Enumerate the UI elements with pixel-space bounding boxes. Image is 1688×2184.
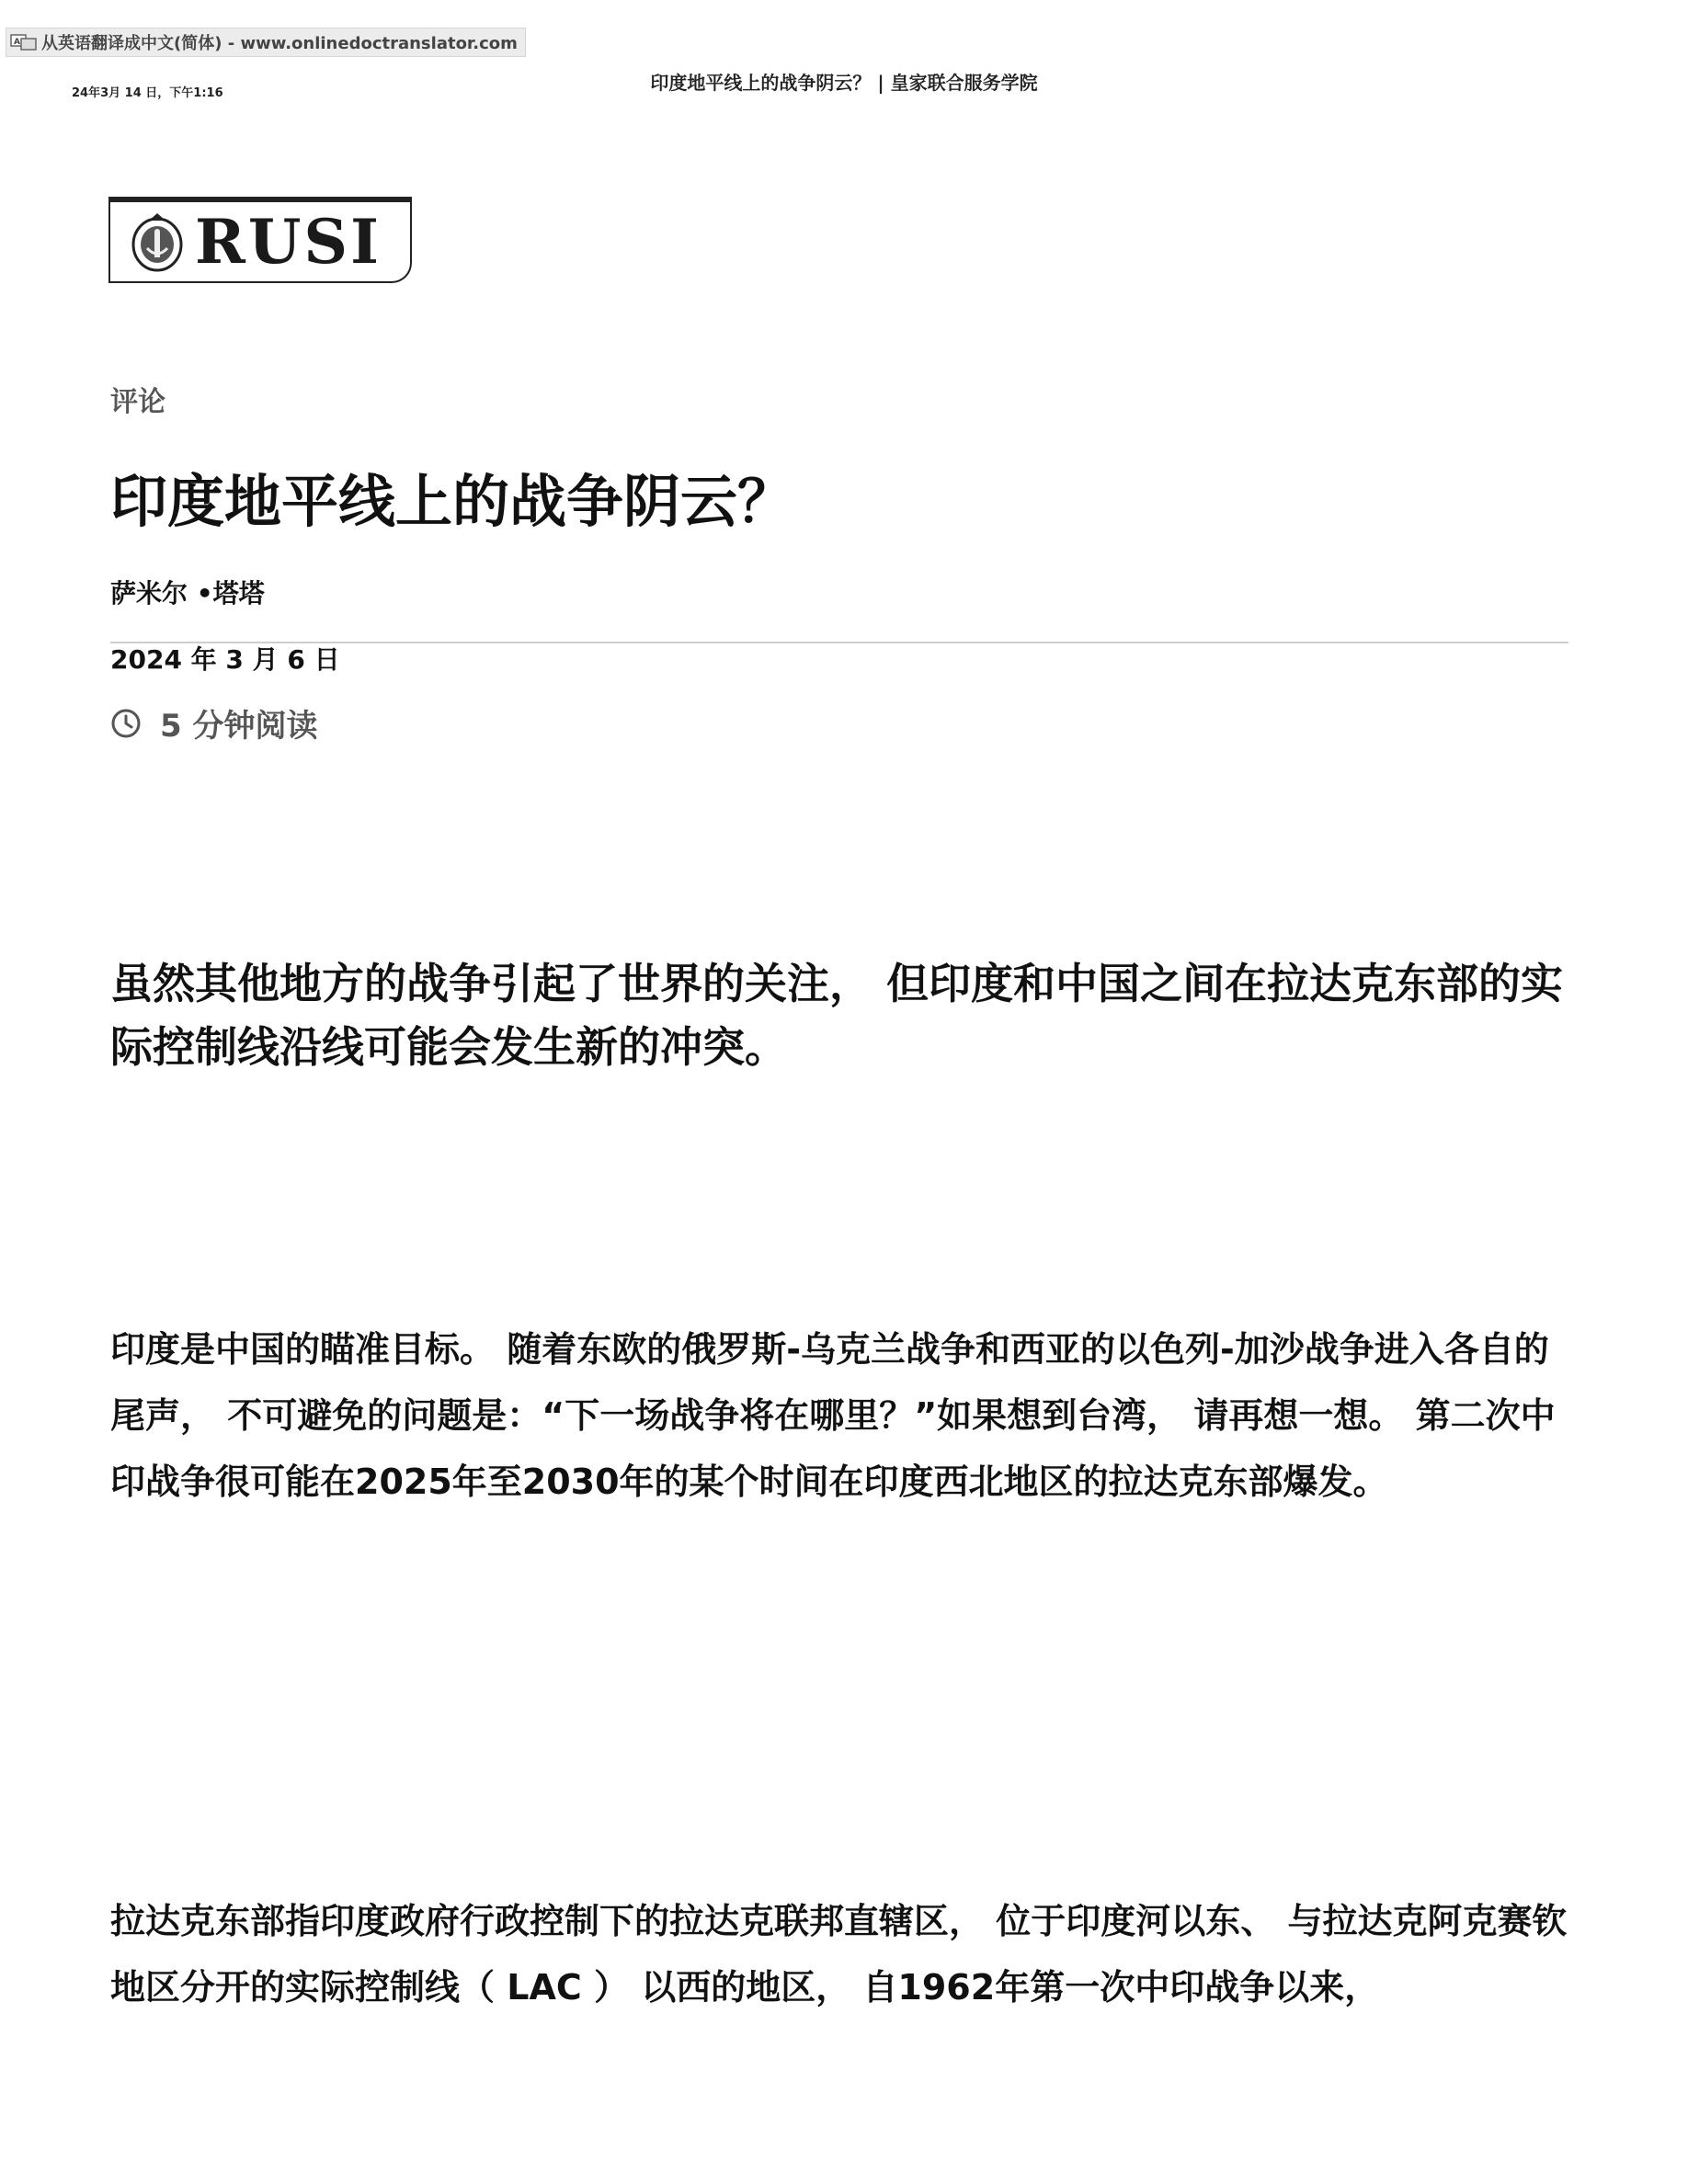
clock-icon bbox=[110, 708, 142, 739]
crest-icon bbox=[131, 211, 184, 272]
read-time-label: 5 分钟阅读 bbox=[160, 708, 318, 745]
article-author[interactable]: 萨米尔 •塔塔 bbox=[110, 578, 265, 609]
article-paragraph: 印度是中国的瞄准目标。 随着东欧的俄罗斯-乌克兰战争和西亚的以色列-加沙战争进入各自的尾声， 不可避免的问题是：“下一场战争将在哪里？”如果想到台湾， 请再想一想。 第二次中印战争很可能在2025年至2030年的某个时间在印度西北地区的拉达克东部爆发。 bbox=[110, 1329, 1556, 1502]
article-date: 2024 年 3 月 6 日 bbox=[110, 644, 340, 675]
read-time bbox=[110, 700, 318, 745]
rusi-logo[interactable] bbox=[108, 197, 412, 283]
translator-banner[interactable] bbox=[6, 28, 526, 57]
article-category[interactable]: 评论 bbox=[110, 386, 165, 418]
svg-text:A: A bbox=[14, 38, 20, 47]
logo-text: RUSI bbox=[195, 206, 382, 278]
translator-banner-text: 从英语翻译成中文(简体) - www.onlinedoctranslator.com bbox=[41, 34, 518, 53]
article-title: 印度地平线上的战争阴云？ bbox=[110, 468, 795, 535]
article-paragraph: 拉达克东部指印度政府行政控制下的拉达克联邦直辖区， 位于印度河以东、 与拉达克阿克赛钦地区分开的实际控制线（ LAC ） 以西的地区， 自1962年第一次中印战争以来， bbox=[110, 1901, 1568, 2008]
translate-icon bbox=[10, 33, 38, 51]
print-date: 24年3月 14 日，下午1:16 bbox=[72, 86, 223, 100]
print-page-title: 印度地平线上的战争阴云？ | 皇家联合服务学院 bbox=[650, 72, 1038, 94]
article-lead: 虽然其他地方的战争引起了世界的关注， 但印度和中国之间在拉达克东部的实际控制线沿线可能会发生新的冲突。 bbox=[110, 959, 1564, 1072]
